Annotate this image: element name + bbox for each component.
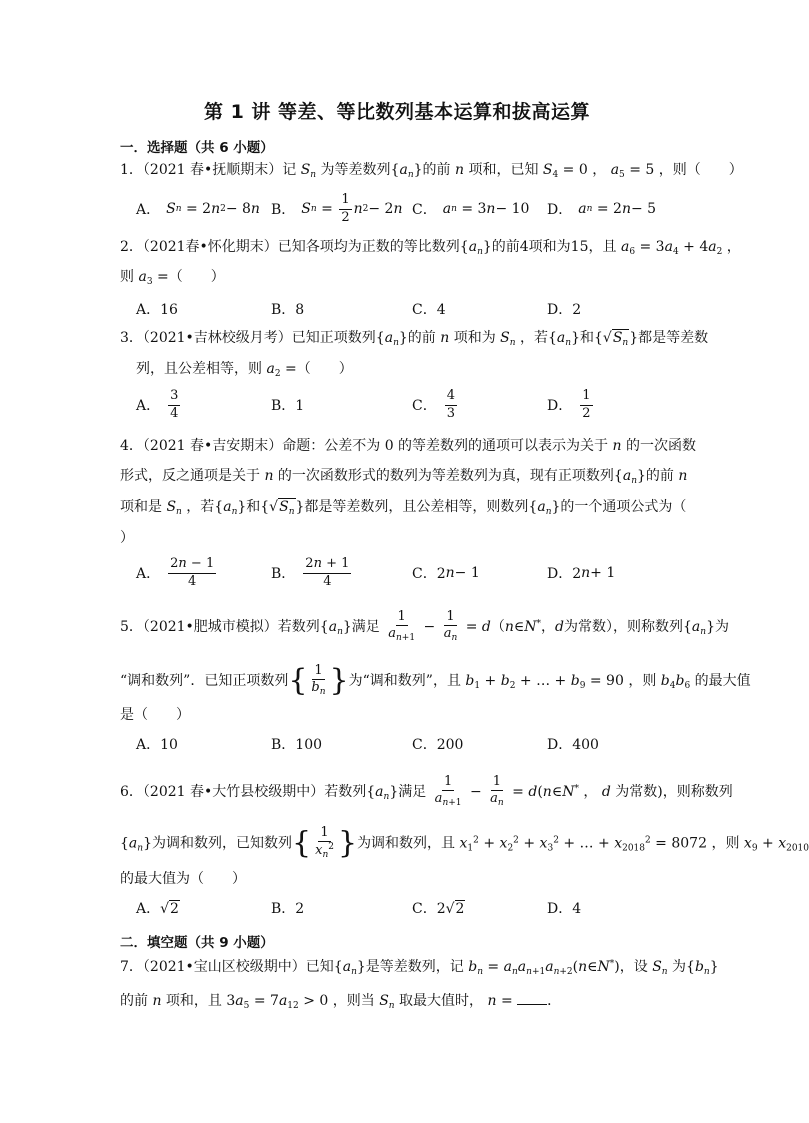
option-d[interactable]: D． $\frac{1}{2}$ xyxy=(547,388,591,421)
option-d[interactable]: D．400 xyxy=(547,737,599,753)
option-a[interactable]: A．√ 2 xyxy=(136,900,179,917)
question-5-stem-cont-2: 是（ ） xyxy=(120,707,190,723)
question-1-stem: 1．（2021 春•抚顺期末）记 $S_n$ 为等差数列$\{a_n\}$的前 n 项和，已知 $S_4 = 0$ ， $a_5 = 5$ ，则（ ） xyxy=(120,162,743,180)
option-d[interactable]: D．2 n + 1 xyxy=(547,565,616,582)
question-4-stem-cont-1: 形式，反之通项是关于 n 的一次函数形式的数列为等差数列为真，现有正项数列$\{a_n\}$的前 n xyxy=(120,468,688,486)
question-6-options xyxy=(136,891,696,925)
question-5-options xyxy=(136,727,696,761)
page-title: 第 1 讲 等差、等比数列基本运算和拔高运算 xyxy=(203,101,591,123)
question-2-stem-cont: 则 $a_3$ =（ ） xyxy=(120,269,225,287)
option-c[interactable]: C． a n = 3 n − 10 xyxy=(412,201,530,218)
question-5-stem: 5．（2021•肥城市模拟）若数列$\{a_n\}$满足 $\frac{1}{a_{n+1}}$ − $\frac{1}{a_n}$ = d（n∈N*，d为常数），则称数列$\{a_n\}$为 xyxy=(120,609,729,644)
section-fill-heading: 二．填空题（共 9 小题） xyxy=(120,935,274,951)
option-a[interactable]: A．10 xyxy=(136,737,178,753)
option-d[interactable]: D．2 xyxy=(547,302,582,318)
question-4-stem-cont-3: ） xyxy=(120,530,134,546)
option-b[interactable]: B． $\frac{2n + 1}{4}$ xyxy=(271,556,350,589)
option-c[interactable]: C．200 xyxy=(412,737,464,753)
option-c[interactable]: C．2√ 2 xyxy=(412,900,465,917)
option-c[interactable]: C． $\frac{4}{3}$ xyxy=(412,388,455,421)
option-a[interactable]: A．16 xyxy=(136,302,178,318)
question-4-stem-cont-2: 项和是 $S_n$ ，若$\{a_n\}$和$\{√S_n\}$都是等差数列，且公差相等，则数列$\{a_n\}$的一个通项公式为（ xyxy=(120,499,687,517)
question-6-stem-cont: $\{a_n\}$为调和数列，已知数列{ $\frac{1}{x_n^2}$ }为调和数列，且 $x_1^2 + x_2^2 + x_3^2$ + … + $x_{2018}^2 = 8072$ ，则 $x_9 + x_{2010}$ xyxy=(120,825,809,861)
question-3-stem-cont: 列，且公差相等，则 $a_2$ =（ ） xyxy=(136,361,353,379)
option-a[interactable]: A． $\frac{3}{4}$ xyxy=(136,388,179,421)
question-3-stem: 3．（2021•吉林校级月考）已知正项数列$\{a_n\}$的前 n 项和为 $S_n$ ，若$\{a_n\}$和$\{√S_n\}$都是等差数 xyxy=(120,330,709,348)
question-5-stem-cont: “调和数列”．已知正项数列{ $\frac{1}{b_n}$ }为“调和数列”，且 $b_1 + b_2$ + … + $b_9 = 90$ ，则 $b_4b_6$ 的最大值 xyxy=(120,663,751,699)
question-4-options xyxy=(136,556,696,590)
option-b[interactable]: B．8 xyxy=(271,302,305,318)
option-d[interactable]: D．4 xyxy=(547,901,582,917)
answer-blank[interactable] xyxy=(517,992,547,1005)
option-a[interactable]: A． S n = 2 n 2 − 8 n xyxy=(136,201,260,218)
question-7-stem: 7．（2021•宝山区校级期中）已知$\{a_n\}$是等差数列，记 $b_n$ = $a_na_{n+1}a_{n+2}(n\in N^*)$，设 $S_n$ 为$\{b_n\}$ xyxy=(120,959,719,977)
option-b[interactable]: B． S n = $\frac{1}{2}$ n 2 − 2 n xyxy=(271,192,403,225)
option-b[interactable]: B．1 xyxy=(271,398,305,414)
option-b[interactable]: B．100 xyxy=(271,737,323,753)
question-2-options xyxy=(136,292,696,326)
question-7-stem-cont: 的前 n 项和，且 $3a_5 = 7a_{12} > 0$ ，则当 $S_n$ 取最大值时， n = ． xyxy=(120,993,562,1011)
section-choice-heading: 一．选择题（共 6 小题） xyxy=(120,140,274,156)
question-4-stem: 4．（2021 春•吉安期末）命题：公差不为 0 的等差数列的通项可以表示为关于 n 的一次函数 xyxy=(120,438,696,454)
option-c[interactable]: C．4 xyxy=(412,302,446,318)
question-6-stem-cont-2: 的最大值为（ ） xyxy=(120,871,246,887)
question-3-options xyxy=(136,388,696,422)
option-b[interactable]: B．2 xyxy=(271,901,305,917)
question-6-stem: 6．（2021 春•大竹县校级期中）若数列$\{a_n\}$满足 $\frac{1}{a_{n+1}}$ − $\frac{1}{a_n}$ = d(n∈N* ， d 为常数)，则称数列 xyxy=(120,774,733,809)
option-d[interactable]: D． a n = 2 n − 5 xyxy=(547,201,657,218)
question-2-stem: 2．（2021春•怀化期末）已知各项均为正数的等比数列$\{a_n\}$的前4项和为15，且 $a_6 = 3a_4 + 4a_2$ ， xyxy=(120,239,741,257)
option-a[interactable]: A． $\frac{2n - 1}{4}$ xyxy=(136,556,215,589)
option-c[interactable]: C．2 n − 1 xyxy=(412,565,480,582)
question-1-options xyxy=(136,192,696,226)
